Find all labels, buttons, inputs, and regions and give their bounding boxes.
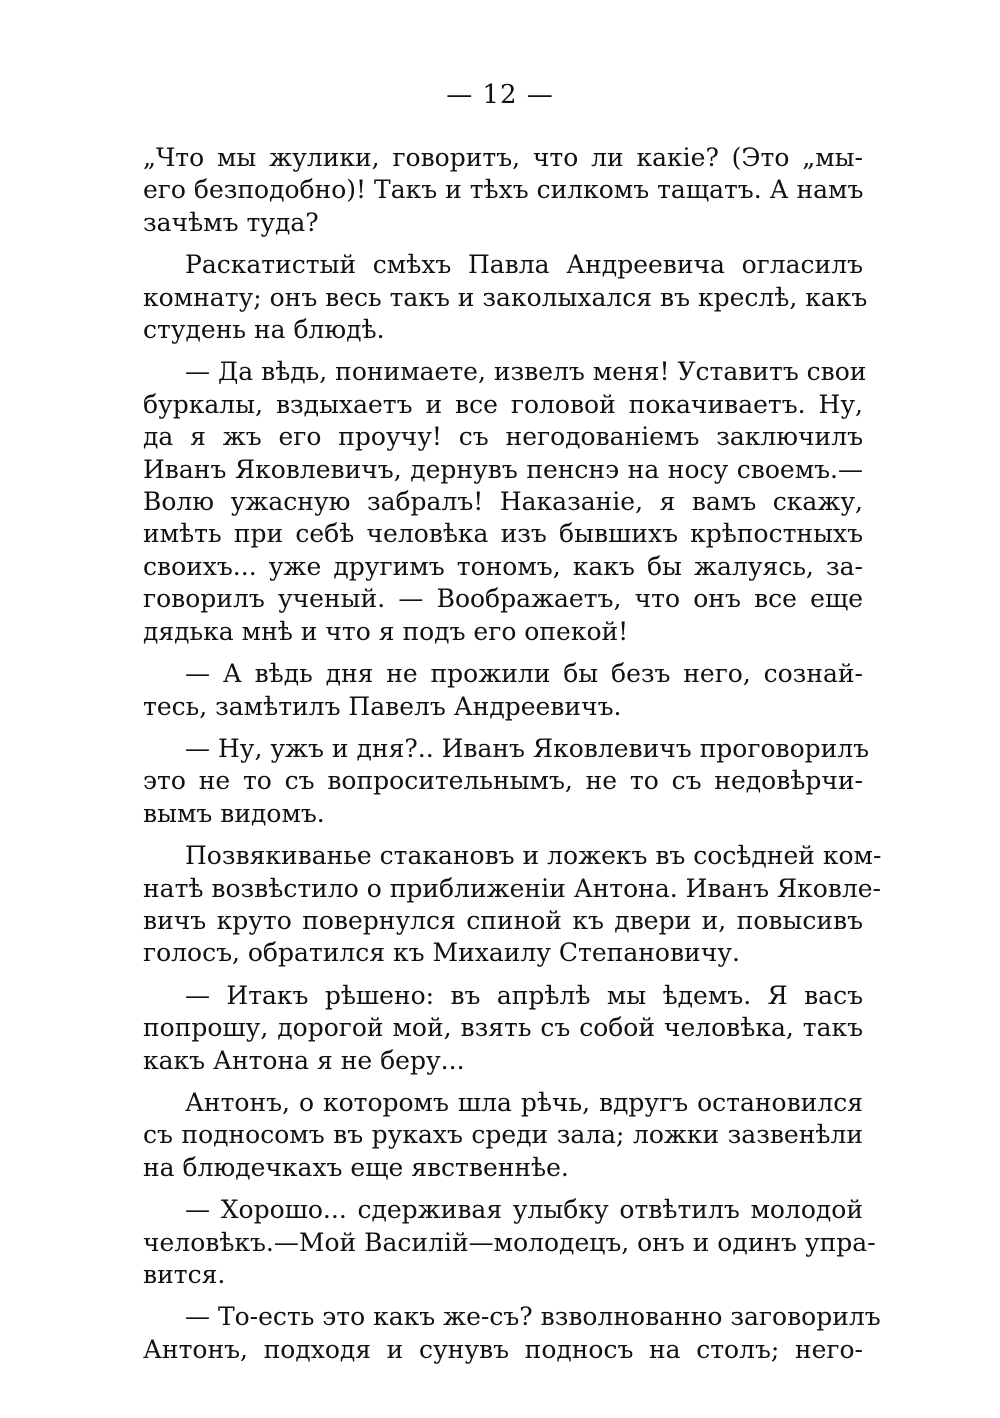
- text-line: — Хорошо... сдерживая улыбку отвѣтилъ молодой: [185, 1195, 863, 1225]
- paragraph-9: [143, 1194, 876, 1291]
- text-line: Антонъ, подходя и сунувъ подносъ на столъ; него-: [143, 1334, 863, 1364]
- text-line: вится.: [143, 1260, 226, 1289]
- text-line: тесь, замѣтилъ Павелъ Андреевичъ.: [143, 691, 622, 721]
- text-line: говорилъ ученый. — Воображаетъ, что онъ все еще: [143, 584, 863, 614]
- paragraph-7: [143, 980, 863, 1077]
- text-line: Иванъ Яковлевичъ, дернувъ пенснэ на носу своемъ.—: [143, 454, 863, 484]
- text-line: Раскатистый смѣхъ Павла Андреевича огласилъ: [185, 250, 863, 280]
- text-line: Позвякиванье стакановъ и ложекъ въ сосѣдней ком-: [185, 841, 882, 871]
- text-line: это не то съ вопросительнымъ, не то съ недовѣрчи-: [143, 766, 863, 796]
- text-line: его безподобно)! Такъ и тѣхъ силкомъ тащатъ. А намъ: [143, 175, 864, 205]
- text-line: дядька мнѣ и что я подъ его опекой!: [143, 616, 629, 646]
- text-line: съ подносомъ въ рукахъ среди зала; ложки зазвенѣли: [143, 1120, 863, 1150]
- text-line: на блюдечкахъ еще явственнѣе.: [143, 1152, 569, 1182]
- text-line: Волю ужасную забралъ! Наказаніе, я вамъ скажу,: [143, 487, 863, 517]
- paragraph-6: [143, 840, 882, 970]
- text-line: — Да вѣдь, понимаете, извелъ меня! Уставитъ свои: [185, 357, 867, 387]
- text-line: — Ну, ужъ и дня?.. Иванъ Яковлевичъ проговорилъ: [185, 733, 870, 763]
- page-number: — 12 —: [446, 80, 554, 110]
- text-line: — А вѣдь дня не прожили бы безъ него, сознай-: [185, 659, 863, 689]
- text-line: попрошу, дорогой мой, взять съ собой человѣка, такъ: [143, 1013, 863, 1043]
- text-line: да я жъ его проучу! съ негодованіемъ заключилъ: [143, 422, 863, 452]
- paragraph-3: [143, 356, 867, 648]
- text-line: — Итакъ рѣшено: въ апрѣлѣ мы ѣдемъ. Я васъ: [185, 980, 863, 1010]
- text-line: буркалы, вздыхаетъ и все головой покачиваетъ. Ну,: [143, 389, 863, 419]
- text-line: зачѣмъ туда?: [143, 207, 319, 237]
- text-line: своихъ... уже другимъ тономъ, какъ бы жалуясь, за-: [143, 551, 863, 581]
- text-line: вичъ круто повернулся спиной къ двери и, повысивъ: [143, 905, 863, 935]
- text-line: Антонъ, о которомъ шла рѣчь, вдругъ остановился: [185, 1087, 863, 1117]
- text-line: „Что мы жулики, говоритъ, что ли какіе? (Это „мы-: [143, 143, 863, 172]
- paragraph-10: [143, 1301, 881, 1366]
- text-line: имѣть при себѣ человѣка изъ бывшихъ крѣпостныхъ: [143, 519, 863, 549]
- text-line: комнату; онъ весь такъ и заколыхался въ креслѣ, какъ: [143, 282, 868, 312]
- text-line: — То-есть это какъ же-съ? взволнованно заговорилъ: [185, 1302, 881, 1332]
- paragraph-1: [143, 142, 863, 239]
- paragraph-2: [143, 249, 868, 346]
- paragraph-4: [143, 658, 863, 723]
- text-line: вымъ видомъ.: [143, 798, 325, 828]
- text-line: человѣкъ.—Мой Василій—молодецъ, онъ и одинъ упра-: [143, 1227, 876, 1257]
- body-text: [143, 142, 882, 1376]
- paragraph-8: [143, 1087, 863, 1184]
- text-line: студень на блюдѣ.: [143, 315, 385, 345]
- text-line: голосъ, обратился къ Михаилу Степановичу.: [143, 938, 740, 968]
- paragraph-5: [143, 733, 870, 830]
- text-line: натѣ возвѣстило о приближеніи Антона. Иванъ Яковле-: [143, 873, 881, 903]
- text-line: какъ Антона я не беру...: [143, 1045, 465, 1075]
